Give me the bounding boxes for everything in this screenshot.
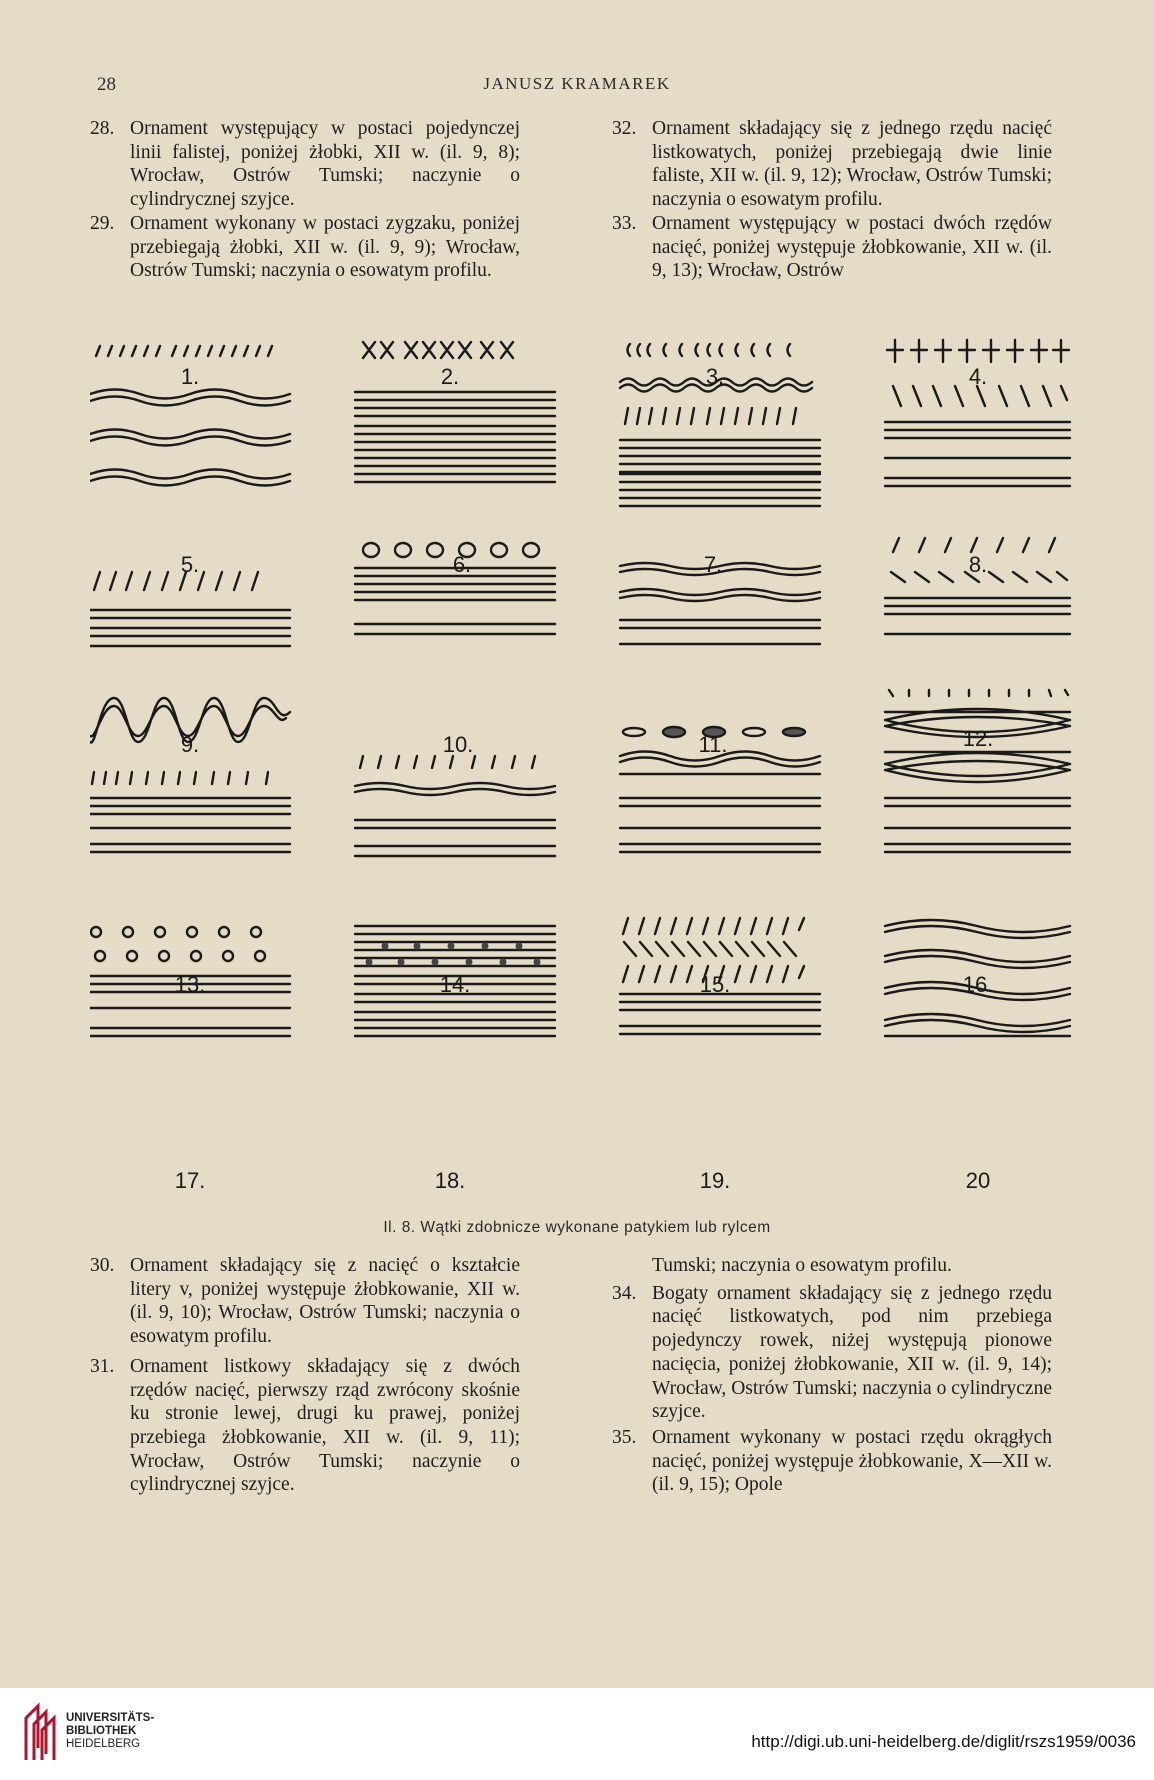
entry-number: 30. — [90, 1255, 115, 1276]
catalog-entry — [90, 1355, 520, 1497]
entry-number: 29. — [90, 212, 115, 234]
ornament-6 — [355, 392, 555, 482]
figure-label: 8. — [968, 552, 988, 577]
entry-text: Ornament składający się z nacięć o kształcie litery v, poniżej występuje żłobkowanie, XII w. (il. 9, 10); Wrocław, Ostrów Tumski; naczynia o esowatym profilu. — [130, 1255, 520, 1348]
source-url-link[interactable]: http://digi.ub.uni-heidelberg.de/diglit/rszs1959/0036 — [751, 1732, 1136, 1751]
ornament-8 — [885, 386, 1070, 486]
entry-text: Bogaty ornament składający się z jednego rzędu nacięć listkowatych, pod nim przebiega pojedynczy rowek, niżej występują pionowe nacięcia, poniżej żłobkowanie, XII w. (il. 9, 14); Wrocław, Ostrów Tumski; naczynia o cylindryczne szyjce. — [652, 1282, 1052, 1423]
library-logo-text[interactable] — [66, 1712, 154, 1751]
text-column-bottom-right — [612, 1254, 1052, 1497]
entry-number: 32. — [612, 118, 637, 139]
ornament-7 — [620, 379, 820, 507]
figure-label: 12. — [962, 726, 994, 751]
entry-text: Ornament wykonany w postaci zygzaku, poniżej przebiegają żłobki, XII w. (il. 9, 9); Wrocław, Ostrów Tumski; naczynia o esowatym profilu. — [130, 212, 520, 282]
entry-number: 35. — [612, 1426, 637, 1448]
ornament-4 — [887, 340, 1069, 362]
catalog-entry — [90, 1254, 520, 1349]
figure-label: 4. — [968, 364, 988, 389]
entry-text: Ornament występujący w postaci pojedynczej linii falistej, poniżej żłobki, XII w. (il. 9, 8); Wrocław, Ostrów Tumski; naczynie o cylindrycznej szyjce. — [130, 118, 520, 211]
text-column-top-left — [90, 117, 520, 283]
entry-text: Ornament listkowy składający się z dwóch rzędów nacięć, pierwszy rząd zwrócony skośnie ku stronie lewej, drugi ku prawej, poniżej przebiega żłobkowanie, XII w. (il. 9, 11); Wrocław, Ostrów Tumski; naczynie o cylindrycznej szyjce. — [130, 1355, 520, 1496]
continued-text — [612, 1254, 1052, 1278]
ornament-figure — [90, 328, 1110, 1228]
text-column-bottom-left — [90, 1254, 520, 1497]
figure-label: 11. — [698, 732, 728, 757]
entry-text: Ornament składający się z jednego rzędu nacięć listkowatych, poniżej przebiegają dwie linie faliste, XII w. (il. 9, 12); Wrocław, Ostrów Tumski; naczynia o esowatym profilu. — [652, 118, 1052, 211]
figure-label: 9. — [180, 732, 200, 757]
entry-number: 33. — [612, 212, 637, 234]
catalog-entry — [612, 212, 1052, 283]
logo-line: BIBLIOTHEK — [66, 1725, 137, 1737]
ornament-13 — [90, 698, 290, 852]
entry-text: Ornament występujący w postaci dwóch rzędów nacięć, poniżej występuje żłobkowanie, XII w. (il. 9, 13); Wrocław, Ostrów — [652, 212, 1052, 282]
catalog-entry — [612, 1282, 1052, 1424]
figure-label: 5. — [180, 552, 200, 577]
figure-label: 7. — [703, 552, 723, 577]
catalog-entry — [612, 117, 1052, 212]
catalog-entry — [90, 117, 520, 212]
entry-number: 31. — [90, 1355, 115, 1377]
ornament-3 — [628, 344, 791, 356]
entry-number: 28. — [90, 118, 115, 139]
text-column-top-right — [612, 117, 1052, 283]
library-logo-icon — [24, 1702, 60, 1762]
logo-line: HEIDELBERG — [66, 1738, 141, 1750]
figure-caption: Il. 8. Wątki zdobnicze wykonane patykiem lub rylcem — [383, 1219, 771, 1236]
ornament-2 — [363, 342, 513, 358]
ornament-9 — [90, 572, 290, 646]
continued-text-span: Tumski; naczynia o esowatym profilu. — [652, 1255, 952, 1276]
ornament-1 — [96, 346, 272, 356]
page-number: 28 — [97, 74, 116, 95]
figure-label: 13. — [174, 972, 206, 997]
catalog-entry — [612, 1426, 1052, 1497]
running-head: JANUSZ KRAMAREK — [483, 74, 671, 93]
figure-label: 15. — [699, 972, 731, 997]
ornament-16 — [885, 690, 1070, 852]
figure-label: 3. — [705, 364, 725, 389]
ornament-5 — [90, 390, 290, 486]
figure-label: 20 — [965, 1168, 991, 1193]
figure-label: 1. — [180, 364, 200, 389]
figure-label: 16. — [962, 972, 994, 997]
entry-number: 34. — [612, 1282, 637, 1304]
logo-line: UNIVERSITÄTS- — [66, 1712, 155, 1724]
ornament-14 — [355, 756, 555, 856]
figure-label: 19. — [699, 1168, 731, 1193]
figure-label: 18. — [434, 1168, 466, 1193]
entry-text: Ornament wykonany w postaci rzędu okrągłych nacięć, poniżej występuje żłobkowanie, X—XII w. (il. 9, 15); Opole — [652, 1426, 1052, 1496]
catalog-entry — [90, 212, 520, 283]
figure-label: 2. — [440, 364, 460, 389]
figure-label: 6. — [452, 552, 472, 577]
figure-label: 14. — [439, 972, 471, 997]
figure-label: 10. — [442, 732, 474, 757]
figure-label: 17. — [174, 1168, 206, 1193]
